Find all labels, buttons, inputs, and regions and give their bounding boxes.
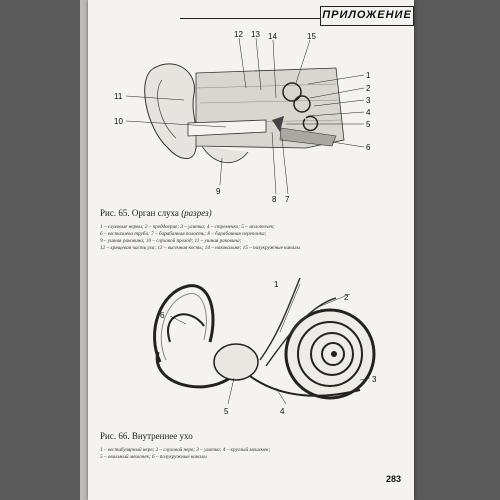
- fig65-label-14: 14: [268, 32, 277, 41]
- fig66-label-3: 3: [372, 375, 377, 384]
- fig65-label-1: 1: [366, 71, 371, 80]
- fig65-label-11: 11: [114, 92, 123, 101]
- fig65-label-13: 13: [251, 30, 260, 39]
- fig65-label-4: 4: [366, 108, 371, 117]
- fig65-legend-line: 6 – евстахиева труба; 7 – барабанная полость; 8 – барабанная перепонка;: [100, 231, 267, 237]
- section-header: [320, 6, 414, 26]
- figure-66-legend: [100, 447, 380, 461]
- fig66-label-6: 6: [160, 311, 165, 320]
- fig65-label-2: 2: [366, 84, 371, 93]
- fig65-legend-line: 1 – слуховые нервы; 2 – преддверие; 3 – улитка; 4 – стремечко; 5 – молоточек;: [100, 224, 275, 230]
- fig66-legend-line: 5 – овальный мешочек; 6 – полукружные каналы: [100, 454, 207, 460]
- section-header-title: ПРИЛОЖЕНИЕ: [322, 9, 412, 21]
- fig66-label-2: 2: [344, 293, 349, 302]
- fig66-legend-line: 1 – вестибулярный нерв; 2 – слуховой нерв; 3 – улитка; 4 – круглый мешочек;: [100, 447, 271, 453]
- fig65-label-15: 15: [307, 32, 316, 41]
- figure-65-caption-main: Рис. 65. Орган слуха: [100, 208, 179, 218]
- figure-65-legend: [100, 224, 380, 252]
- figure-65-ear-section: [96, 28, 386, 203]
- fig65-label-9: 9: [216, 187, 221, 196]
- fig66-label-1: 1: [274, 280, 279, 289]
- fig65-label-3: 3: [366, 96, 371, 105]
- fig65-legend-line: 9 – ушная раковина; 10 – слуховой проход; 11 – ушная раковина;: [100, 238, 242, 244]
- fig66-label-5: 5: [224, 407, 229, 416]
- fig65-label-5: 5: [366, 120, 371, 129]
- figure-66-inner-ear: [140, 272, 390, 420]
- fig65-legend-line: 12 – хрящевая часть уха; 13 – височная кость; 14 – наковальня; 15 – полукружные каналы: [100, 245, 301, 251]
- figure-66-caption: Рис. 66. Внутреннее ухо: [100, 431, 193, 441]
- fig65-label-8: 8: [272, 195, 277, 203]
- fig65-label-6: 6: [366, 143, 371, 152]
- fig65-label-7: 7: [285, 195, 290, 203]
- figure-65-caption-paren: (разрез): [181, 208, 212, 218]
- fig66-label-4: 4: [280, 407, 285, 416]
- fig65-label-10: 10: [114, 117, 123, 126]
- fig65-label-12: 12: [234, 30, 243, 39]
- figure-65-caption: [100, 208, 212, 218]
- header-rule: [180, 18, 320, 19]
- page-number: 283: [386, 474, 402, 484]
